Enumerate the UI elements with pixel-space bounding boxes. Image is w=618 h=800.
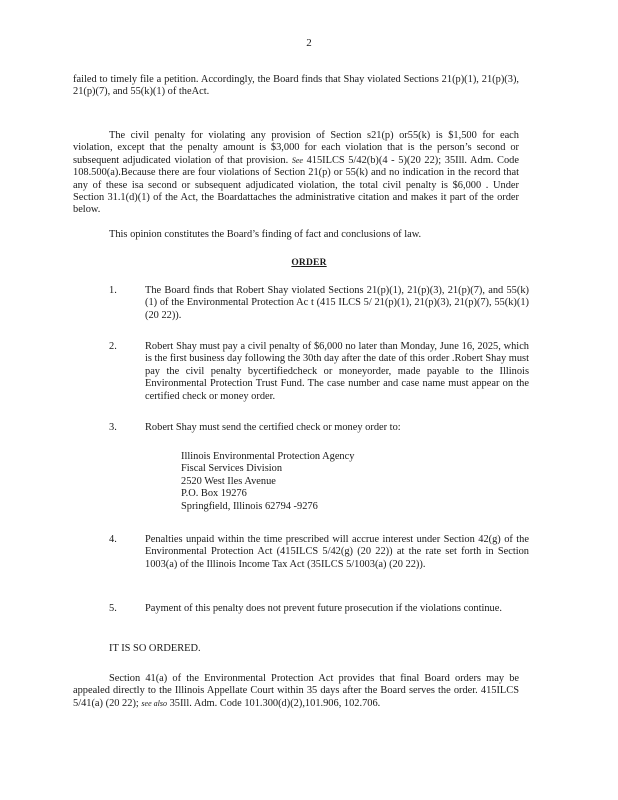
appeal-paragraph <box>73 673 519 710</box>
order-item-number: 4. <box>109 534 117 545</box>
page-number: 2 <box>306 37 312 49</box>
address-line: Fiscal Services Division <box>181 463 283 475</box>
order-item-5 <box>109 603 529 615</box>
penalty-see-signal: See <box>291 155 303 165</box>
continuation-paragraph: failed to timely file a petition. Accordingly, the Board finds that Shay violated Sections 21(p)(1), 21(p)(3), 21(p)(7), and 55(k)(1) of theAct. <box>73 74 519 98</box>
address-line: Illinois Environmental Protection Agency <box>181 451 355 462</box>
opinion-paragraph: This opinion constitutes the Board’s finding of fact and conclusions of law. <box>109 229 422 240</box>
order-item-text: Robert Shay must send the certified check or money order to: <box>145 422 401 433</box>
penalty-text-a: The civil penalty for violating any provision of Section s21(p) or55(k) is $1,500 for each violation, except that the penalty amount is $3,000 for each violation that is the person’s second or subsequent adjudicated violation of that provision. <box>73 130 519 166</box>
order-item-1 <box>109 285 529 322</box>
appeal-see-also-signal: see also <box>141 698 167 708</box>
order-item-4 <box>109 534 529 571</box>
order-item-text: The Board finds that Robert Shay violated Sections 21(p)(1), 21(p)(3), 21(p)(7), and 55(k)(1) of the Environmental Protection Ac t (415 ILCS 5/ 21(p)(1), 21(p)(3), 21(p)(7), 55(k)(1) (20 22)). <box>145 285 529 321</box>
order-item-text: Payment of this penalty does not prevent future prosecution if the violations continue. <box>145 603 502 614</box>
address-line: Springfield, Illinois 62794 -9276 <box>181 500 318 512</box>
order-item-text: Penalties unpaid within the time prescribed will accrue interest under Section 42(g) of the Environmental Protection Act (415ILCS 5/42(g) (20 22)) at the rate set forth in Section 1003(a) of the Illinois Income Tax Act (35ILCS 5/1003(a) (20 22)). <box>145 534 529 570</box>
address-line: P.O. Box 19276 <box>181 488 247 500</box>
appeal-text-b: 35Ill. Adm. Code 101.300(d)(2),101.906, 102.706. <box>169 697 381 709</box>
order-item-text: Robert Shay must pay a civil penalty of $6,000 no later than Monday, June 16, 2025, which is the first business day following the 30th day after the date of this order .Robert Shay must pay the civil penalty bycertifiedcheck or moneyorder, made payable to the Illinois Environmental Protection Trust Fund. The case number and case name must appear on the certified check or money order. <box>145 341 529 402</box>
order-item-number: 5. <box>109 603 117 614</box>
order-item-3 <box>109 422 529 434</box>
so-ordered: IT IS SO ORDERED. <box>109 643 201 654</box>
order-item-2 <box>109 341 529 403</box>
penalty-text-b: 415ILCS 5/42(b)(4 - 5)(20 22); 35Ill. Adm. Code 108.500(a).Because there are four violations of Section 21(p) or 55(k) and no indication in the record that any of these isa second or subsequent adjudicated violation, the total civil penalty is $6,000 . Under Section 31.1(d)(1) of the Act, the Boardattaches the administrative citation and makes it part of the order below. <box>73 154 519 216</box>
payment-address <box>181 451 481 513</box>
penalty-paragraph <box>73 130 519 217</box>
order-item-number: 2. <box>109 341 117 352</box>
order-item-number: 3. <box>109 422 117 433</box>
order-heading: ORDER <box>291 258 327 268</box>
address-line: 2520 West Iles Avenue <box>181 475 276 487</box>
order-item-number: 1. <box>109 285 117 296</box>
appeal-text-a: Section 41(a) of the Environmental Protection Act provides that final Board orders may be appealed directly to the Illinois Appellate Court within 35 days after the Board serves the order. 415ILCS 5/41(a) (20 22); <box>73 673 519 709</box>
